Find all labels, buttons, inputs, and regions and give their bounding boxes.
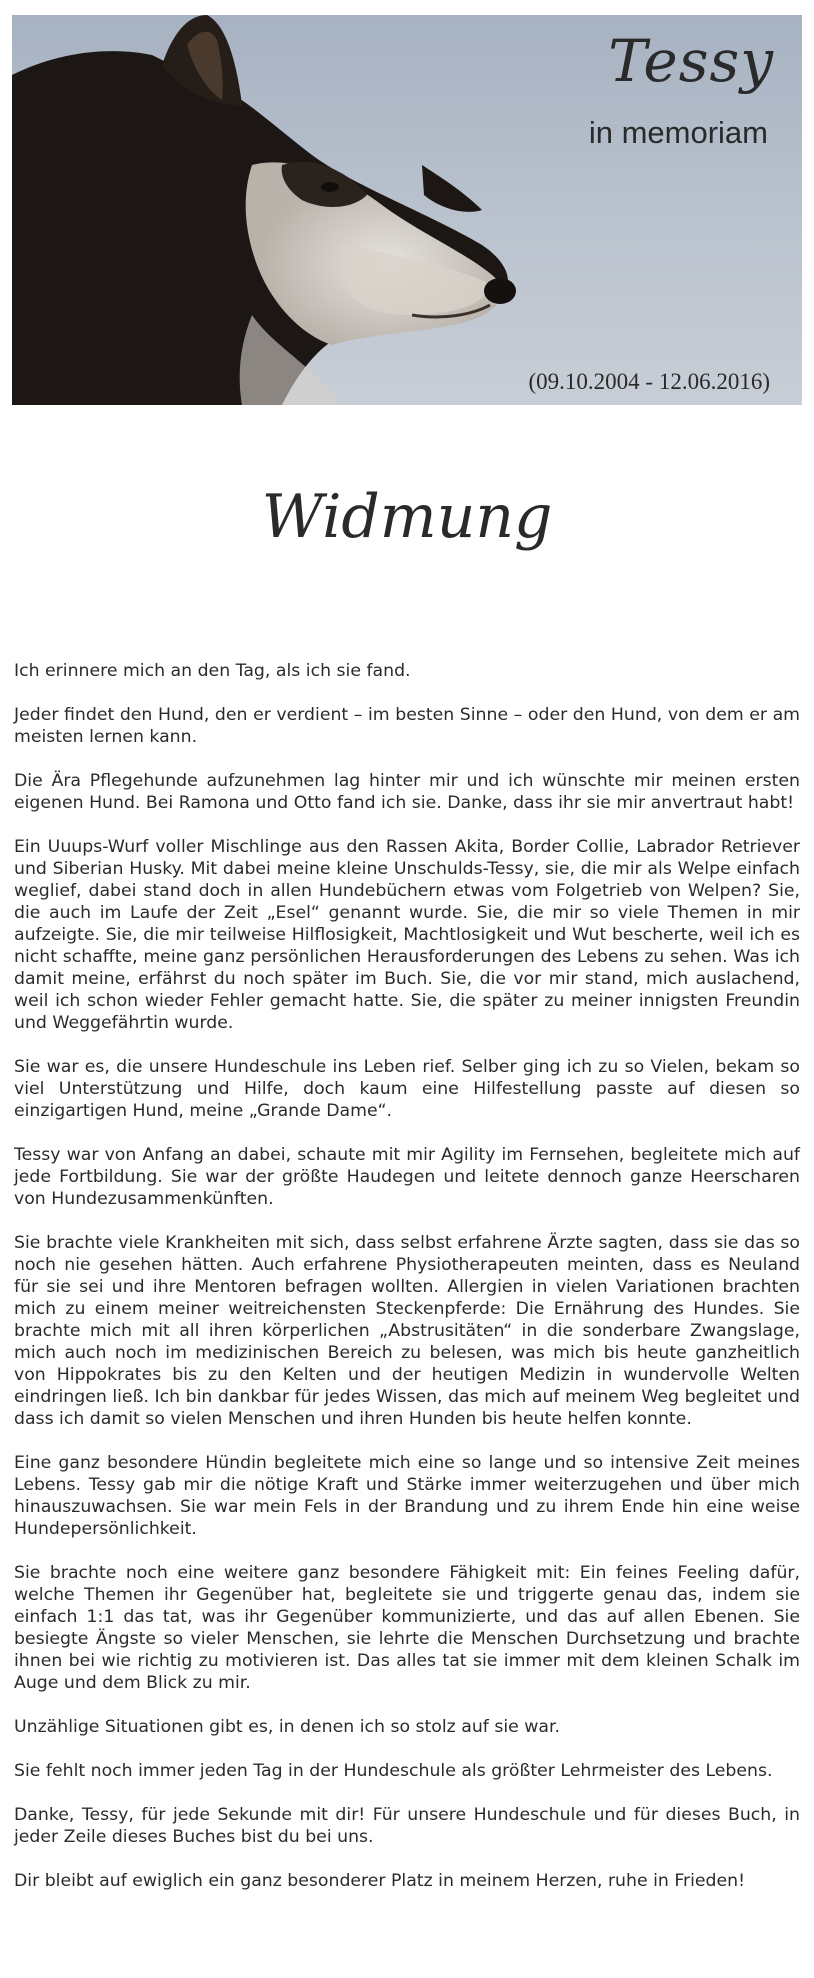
memorial-dates: (09.10.2004 - 12.06.2016)	[528, 369, 770, 394]
paragraph: Ein Uuups-Wurf voller Mischlinge aus den Rassen Akita, Border Collie, Labrador Retriever und Siberian Husky. Mit dabei meine kleine Unschulds-Tessy, sie, die mir als Welpe einfach weglief, dabei stand doch in allen Hundebüchern etwas vom Folgetrieb von Welpen? Sie, die auch im Laufe der Zeit „Esel“ genannt wurde. Sie, die mir so viele Themen in mir aufzeigte. Sie, die mir teilweise Hilflosigkeit, Machtlosigkeit und Wut bescherte, weil ich es nicht schaffte, meine ganz persönlichen Herausforderungen des Lebens zu sehen. Was ich damit meine, erfährst du noch später im Buch. Sie, die vor mir stand, mich auslachend, weil ich schon wieder Fehler gemacht hatte. Sie, die später zu meiner innigsten Freundin und Weggefährtin wurde.	[14, 837, 800, 1033]
paragraph: Unzählige Situationen gibt es, in denen ich so stolz auf sie war.	[14, 1717, 561, 1737]
paragraph: Sie brachte noch eine weitere ganz besondere Fähigkeit mit: Ein feines Feeling dafür, welche Themen ihr Gegenüber hat, begleitete sie und triggerte genau das, indem sie einfach 1:1 das tat, was ihr Gegenüber kommunizierte, und das auf allen Ebenen. Sie besiegte Ängste so vieler Menschen, sie lehrte die Menschen Durchsetzung und brachte ihnen bei wie richtig zu motivieren ist. Das alles tat sie immer mit dem kleinen Schalk im Auge und dem Blick zu mir.	[14, 1563, 800, 1693]
paragraph: Die Ära Pflegehunde aufzunehmen lag hinter mir und ich wünschte mir meinen ersten eigenen Hund. Bei Ramona und Otto fand ich sie. Danke, dass ihr sie mir anvertraut habt!	[14, 771, 800, 813]
paragraph: Tessy war von Anfang an dabei, schaute mit mir Agility im Fernsehen, begleitete mich auf jede Fortbildung. Sie war der größte Haudegen und leitete dennoch ganze Heerscharen von Hundezusammenkünften.	[14, 1145, 800, 1209]
paragraph: Dir bleibt auf ewiglich ein ganz besonderer Platz in meinem Herzen, ruhe in Frieden!	[14, 1871, 746, 1891]
dedication-title: Widmung	[261, 482, 553, 552]
memorial-subtitle: in memoriam	[588, 115, 768, 150]
paragraph: Eine ganz besondere Hündin begleitete mich eine so lange und so intensive Zeit meines Lebens. Tessy gab mir die nötige Kraft und Stärke immer weiterzugehen und über mich hinauszuwachsen. Sie war mein Fels in der Brandung und zu ihrem Ende hin eine weise Hundepersönlichkeit.	[14, 1453, 800, 1539]
paragraph: Danke, Tessy, für jede Sekunde mit dir! Für unsere Hundeschule und für dieses Buch, in jeder Zeile dieses Buches bist du bei uns.	[14, 1805, 800, 1847]
paragraph: Ich erinnere mich an den Tag, als ich sie fand.	[14, 661, 411, 681]
paragraph: Jeder findet den Hund, den er verdient – im besten Sinne – oder den Hund, von dem er am meisten lernen kann.	[14, 705, 800, 747]
dedication-body	[14, 660, 800, 1914]
paragraph: Sie war es, die unsere Hundeschule ins Leben rief. Selber ging ich zu so Vielen, bekam so viel Unterstützung und Hilfe, doch kaum eine Hilfestellung passte auf diesen so einzigartigen Hund, meine „Grande Dame“.	[14, 1057, 800, 1121]
memorial-banner	[12, 15, 802, 405]
paragraph: Sie brachte viele Krankheiten mit sich, dass selbst erfahrene Ärzte sagten, dass sie das so noch nie gesehen hätten. Auch erfahrene Physiotherapeuten meinten, dass es Neuland für sie sei und ihre Mentoren befragen wollten. Allergien in vielen Variationen brachten mich zu einem meiner weitreichensten Steckenpferde: Die Ernährung des Hundes. Sie brachte mich mit all ihren körperlichen „Abstrusitäten“ in die sonderbare Zwangslage, mich auch noch im medizinischen Bereich zu belesen, was mich bis heute ganzheitlich von Hippokrates bis zu den Kelten und der heutigen Medizin in wundervolle Welten eindringen ließ. Ich bin dankbar für jedes Wissen, das mich auf meinem Weg begleitet und dass ich damit so vielen Menschen und ihren Hunden bis heute helfen konnte.	[14, 1233, 800, 1429]
paragraph: Sie fehlt noch immer jeden Tag in der Hundeschule als größter Lehrmeister des Lebens.	[14, 1761, 773, 1781]
memorial-name: Tessy	[608, 27, 774, 95]
